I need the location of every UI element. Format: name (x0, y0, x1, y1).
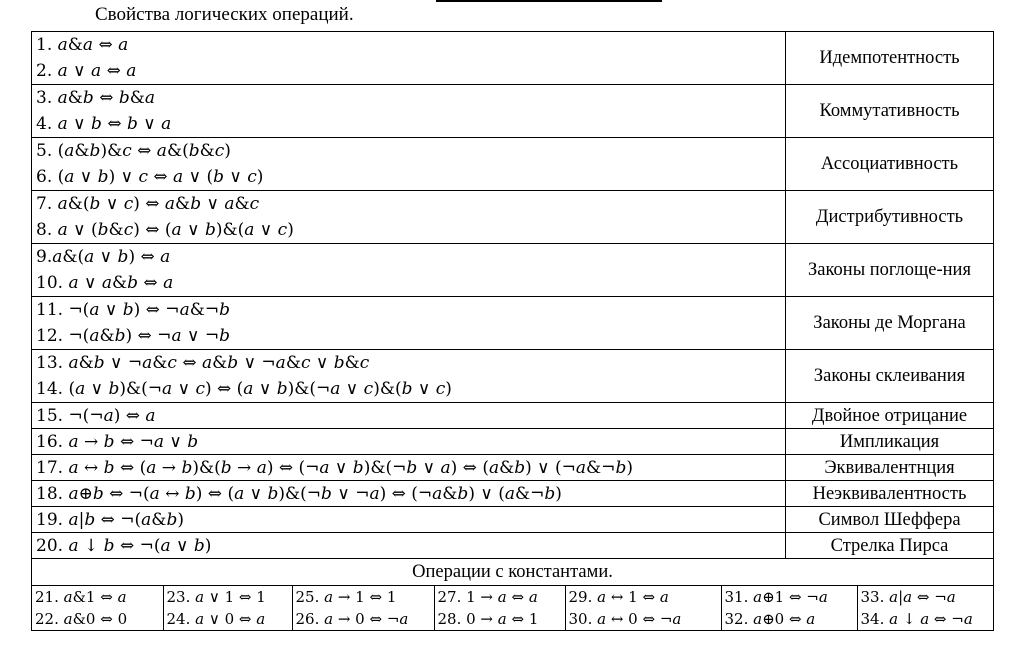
property-name: Законы де Моргана (786, 297, 994, 350)
formula-cell (32, 481, 786, 507)
constant-formula: 21. a&1 ⇔ a (32, 586, 163, 608)
formula-cell (32, 138, 786, 191)
formula-line: 7. a&(b ∨ c) ⇔ a&b ∨ a&c (36, 194, 260, 214)
table-row (32, 481, 994, 507)
table-row (32, 32, 994, 85)
constants-table (32, 586, 993, 630)
property-name: Идемпотентность (786, 32, 994, 85)
table-row (32, 191, 994, 244)
table-row (32, 429, 994, 455)
formula-cell (32, 244, 786, 297)
property-name: Законы поглоще-ния (786, 244, 994, 297)
formula-line: 10. a ∨ a&b ⇔ a (36, 273, 174, 293)
formula-cell (32, 403, 786, 429)
top-rule (436, 0, 662, 2)
formula-line: 12. ¬(a&b) ⇔ ¬a ∨ ¬b (36, 326, 230, 346)
property-name: Импликация (786, 429, 994, 455)
constant-formula: 27. 1 → a ⇔ a (434, 586, 565, 608)
formula-line: 14. (a ∨ b)&(¬a ∨ c) ⇔ (a ∨ b)&(¬a ∨ c)&(b ∨ c) (36, 379, 452, 399)
formula-cell (32, 191, 786, 244)
constants-line-1 (32, 586, 993, 608)
formula-cell (32, 507, 786, 533)
constant-formula: 30. a ↔ 0 ⇔ ¬a (565, 608, 721, 630)
constant-formula: 31. a⊕1 ⇔ ¬a (721, 586, 857, 608)
formula-line: 19. a|b ⇔ ¬(a&b) (36, 509, 184, 530)
formula-line: 20. a ↓ b ⇔ ¬(a ∨ b) (36, 535, 212, 556)
constants-header-row (32, 559, 994, 586)
constant-formula: 33. a|a ⇔ ¬a (860, 588, 956, 606)
formula-cell (32, 429, 786, 455)
table-row (32, 138, 994, 191)
formula-line: 15. ¬(¬a) ⇔ a (36, 405, 156, 426)
formula-line: 4. a ∨ b ⇔ b ∨ a (36, 114, 172, 134)
constant-formula: 23. a ∨ 1 ⇔ 1 (163, 586, 292, 608)
formula-cell (32, 350, 786, 403)
table-row (32, 455, 994, 481)
constants-line-2 (32, 608, 993, 630)
constant-formula: 34. a ↓ a ⇔ ¬a (860, 610, 973, 628)
formula-cell (32, 85, 786, 138)
table-row (32, 403, 994, 429)
table-row (32, 85, 994, 138)
constant-formula: 32. a⊕0 ⇔ a (721, 608, 857, 630)
property-name: Символ Шеффера (786, 507, 994, 533)
table-row (32, 244, 994, 297)
constants-cell (32, 586, 994, 631)
constant-formula: 28. 0 → a ⇔ 1 (434, 608, 565, 630)
property-name: Неэквивалентность (786, 481, 994, 507)
formula-line: 17. a ↔ b ⇔ (a → b)&(b → a) ⇔ (¬a ∨ b)&(¬b ∨ a) ⇔ (a&b) ∨ (¬a&¬b) (36, 457, 633, 478)
page-title: Свойства логических операций. (95, 4, 354, 25)
formula-cell (32, 32, 786, 85)
formula-cell (32, 533, 786, 559)
properties-table (31, 31, 994, 631)
formula-line: 5. (a&b)&c ⇔ a&(b&c) (36, 141, 231, 161)
formula-line: 6. (a ∨ b) ∨ c ⇔ a ∨ (b ∨ c) (36, 167, 264, 187)
formula-line: 18. a⊕b ⇔ ¬(a ↔ b) ⇔ (a ∨ b)&(¬b ∨ ¬a) ⇔ (¬a&b) ∨ (a&¬b) (36, 483, 562, 504)
formula-line: 16. a → b ⇔ ¬a ∨ b (36, 431, 199, 452)
constant-formula: 22. a&0 ⇔ 0 (32, 608, 163, 630)
formula-line: 3. a&b ⇔ b&a (36, 88, 156, 108)
constant-formula: 24. a ∨ 0 ⇔ a (163, 608, 292, 630)
property-name: Стрелка Пирса (786, 533, 994, 559)
formula-line: 13. a&b ∨ ¬a&c ⇔ a&b ∨ ¬a&c ∨ b&c (36, 353, 370, 373)
property-name: Ассоциативность (786, 138, 994, 191)
constant-formula: 26. a → 0 ⇔ ¬a (292, 608, 434, 630)
constant-formula: 29. a ↔ 1 ⇔ a (565, 586, 721, 608)
property-name: Коммутативность (786, 85, 994, 138)
constant-formula: 25. a → 1 ⇔ 1 (292, 586, 434, 608)
table-row (32, 350, 994, 403)
table-row (32, 297, 994, 350)
table-row (32, 507, 994, 533)
formula-cell (32, 297, 786, 350)
table-row (32, 533, 994, 559)
constants-row (32, 586, 994, 631)
constants-header: Операции с константами. (32, 559, 994, 586)
formula-line: 1. a&a ⇔ a (36, 35, 129, 55)
property-name: Двойное отрицание (786, 403, 994, 429)
formula-line: 8. a ∨ (b&c) ⇔ (a ∨ b)&(a ∨ c) (36, 220, 294, 240)
formula-line: 9.a&(a ∨ b) ⇔ a (36, 247, 171, 267)
formula-line: 2. a ∨ a ⇔ a (36, 61, 137, 81)
property-name: Законы склеивания (786, 350, 994, 403)
property-name: Эквивалентнция (786, 455, 994, 481)
formula-line: 11. ¬(a ∨ b) ⇔ ¬a&¬b (36, 300, 230, 320)
formula-cell (32, 455, 786, 481)
property-name: Дистрибутивность (786, 191, 994, 244)
